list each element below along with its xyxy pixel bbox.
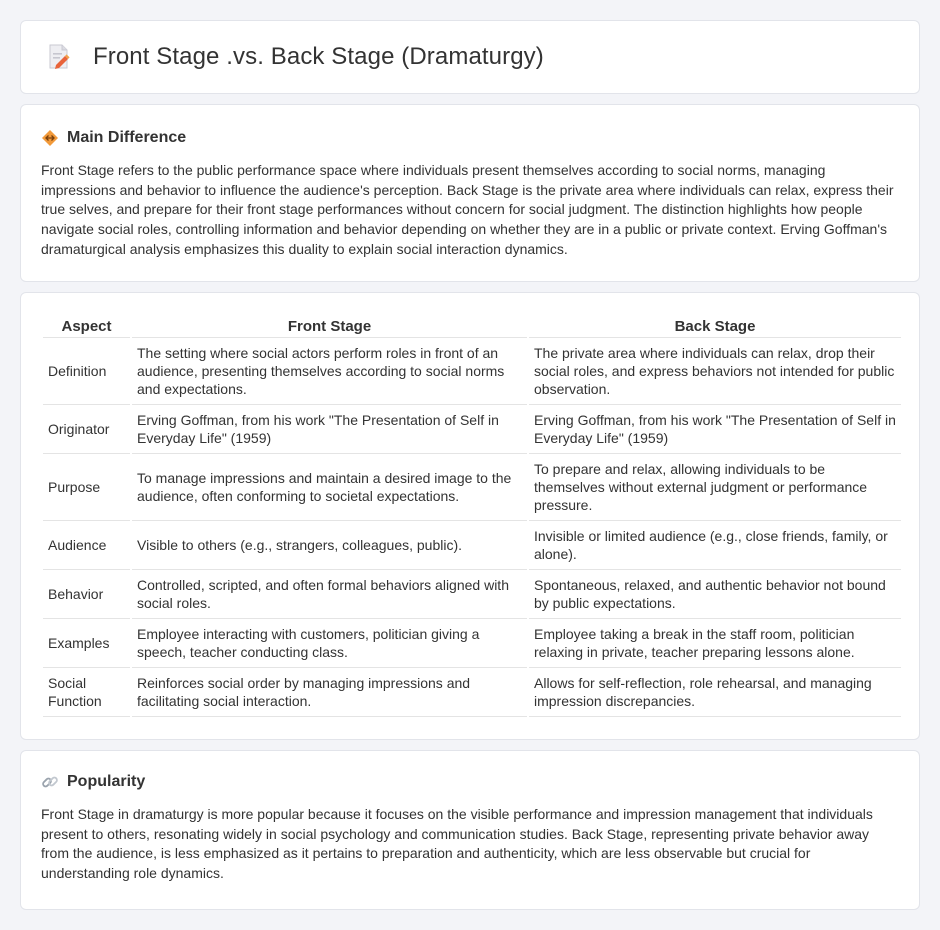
comparison-table xyxy=(41,315,903,717)
comparison-section xyxy=(20,292,920,740)
header-front-stage: Front Stage xyxy=(132,315,527,338)
table-row xyxy=(43,454,901,521)
row-back-stage: Employee taking a break in the staff room, politician relaxing in private, teacher preparing lessons alone. xyxy=(529,619,901,668)
row-back-stage: The private area where individuals can relax, drop their social roles, and express behaviors not intended for public observation. xyxy=(529,338,901,405)
row-aspect: Social Function xyxy=(43,668,130,717)
popularity-text: Front Stage in dramaturgy is more popular because it focuses on the visible performance and impression management that individuals present to others, resonating widely in social psychology and communication studies. Back Stage, representing private behavior away from the audience, is less emphasized as it pertains to preparation and authenticity, which are less observable but crucial for understanding role dynamics. xyxy=(41,806,873,882)
row-aspect: Audience xyxy=(43,521,130,570)
row-aspect: Examples xyxy=(43,619,130,668)
row-front-stage: Visible to others (e.g., strangers, colleagues, public). xyxy=(132,521,527,570)
diamond-arrows-icon xyxy=(41,129,59,147)
main-difference-text: Front Stage refers to the public performance space where individuals present themselves according to social norms, managing impressions and behavior to influence the audience's perception. Back Stage is the private area where individuals can relax, express their true selves, and prepare for their front stage performances without concern for social judgment. The distinction highlights how people navigate social roles, controlling information and behavior depending on whether they are in a public or private context. Erving Goffman's dramaturgical analysis emphasizes this duality to explain social interaction dynamics. xyxy=(41,162,894,257)
popularity-section xyxy=(20,750,920,910)
page-title: Front Stage .vs. Back Stage (Dramaturgy) xyxy=(93,43,544,70)
table-row xyxy=(43,521,901,570)
row-aspect: Behavior xyxy=(43,570,130,619)
row-back-stage: To prepare and relax, allowing individuals to be themselves without external judgment or performance pressure. xyxy=(529,454,901,521)
row-front-stage: Erving Goffman, from his work "The Presentation of Self in Everyday Life" (1959) xyxy=(132,405,527,454)
row-back-stage: Spontaneous, relaxed, and authentic behavior not bound by public expectations. xyxy=(529,570,901,619)
header-back-stage: Back Stage xyxy=(529,315,901,338)
row-front-stage: Employee interacting with customers, politician giving a speech, teacher conducting class. xyxy=(132,619,527,668)
link-icon xyxy=(41,773,59,791)
document-pencil-icon xyxy=(47,44,71,70)
title-card xyxy=(20,20,920,94)
table-row xyxy=(43,338,901,405)
table-row xyxy=(43,619,901,668)
row-aspect: Purpose xyxy=(43,454,130,521)
row-back-stage: Allows for self-reflection, role rehearsal, and managing impression discrepancies. xyxy=(529,668,901,717)
row-front-stage: Reinforces social order by managing impressions and facilitating social interaction. xyxy=(132,668,527,717)
row-back-stage: Erving Goffman, from his work "The Presentation of Self in Everyday Life" (1959) xyxy=(529,405,901,454)
table-row xyxy=(43,570,901,619)
row-aspect: Originator xyxy=(43,405,130,454)
header-aspect: Aspect xyxy=(43,315,130,338)
row-front-stage: To manage impressions and maintain a desired image to the audience, often conforming to societal expectations. xyxy=(132,454,527,521)
row-back-stage: Invisible or limited audience (e.g., close friends, family, or alone). xyxy=(529,521,901,570)
main-difference-section xyxy=(20,104,920,282)
main-difference-heading: Main Difference xyxy=(67,129,187,146)
table-header-row xyxy=(43,315,901,338)
row-front-stage: The setting where social actors perform roles in front of an audience, presenting themselves according to social norms and expectations. xyxy=(132,338,527,405)
table-row xyxy=(43,405,901,454)
row-aspect: Definition xyxy=(43,338,130,405)
row-front-stage: Controlled, scripted, and often formal behaviors aligned with social roles. xyxy=(132,570,527,619)
popularity-heading: Popularity xyxy=(67,773,146,790)
table-row xyxy=(43,668,901,717)
